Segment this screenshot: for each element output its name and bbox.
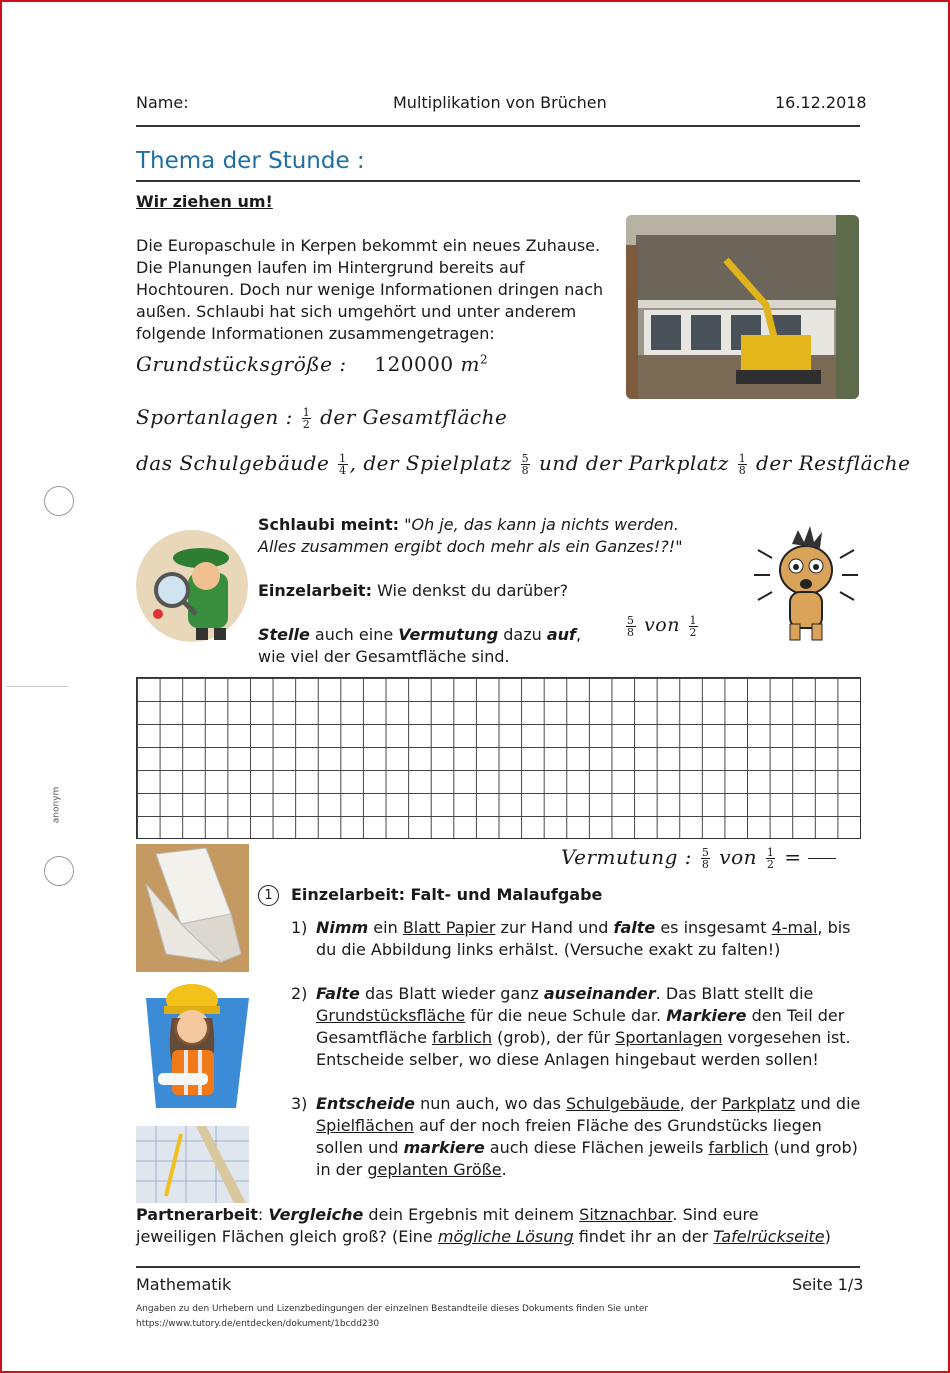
margin-label: anonym — [51, 786, 62, 824]
playground-frac-num: 5 — [521, 452, 530, 465]
partner-task: Partnerarbeit: Vergleiche dein Ergebnis mit deinem Sitznachbar. Sind eure jeweiligen Flächen gleich groß? (Eine mögliche Lösung findet ihr an der Tafelrückseite) — [136, 1205, 831, 1246]
plot-unit: m — [460, 352, 480, 376]
sport-fraction — [302, 407, 312, 430]
sport-frac-num: 1 — [302, 406, 311, 419]
step-3-text: Entscheide nun auch, wo das Schulgebäude, der Parkplatz und die Spielflächen auf der noch freien Fläche des Grundstücks liegen sollen und markiere auch diese Flächen jeweils farblich (und grob) in der geplanten Größe. — [316, 1094, 861, 1179]
expr-f1-num: 5 — [627, 613, 635, 627]
footer-credits: Angaben zu den Urhebern und Lizenzbedingungen der einzelnen Bestandteile dieses Dokuments finden Sie unter — [136, 1304, 649, 1314]
document-title: Multiplikation von Brüchen — [393, 93, 607, 112]
school-frac-num: 1 — [339, 452, 347, 465]
expr-fraction-1 — [626, 615, 636, 638]
vermutung-answer-blank[interactable] — [808, 858, 836, 859]
fact-areas — [136, 451, 910, 476]
subheading: Wir ziehen um! — [136, 192, 273, 211]
school-fraction — [338, 453, 348, 476]
sport-text: der Gesamtfläche — [320, 405, 508, 429]
intro-text: Die Europaschule in Kerpen bekommt ein neues Zuhause. Die Planungen laufen im Hintergrund bereits auf Hochtouren. Doch nur wenige Informationen dringen nach außen. Schlaubi hat sich umgehört und unter anderem folgende Informationen zusammengetragen: — [136, 236, 604, 343]
plot-value: 120000 — [374, 352, 454, 376]
worried-dog-illustration — [752, 520, 860, 644]
name-label: Name: — [136, 93, 189, 112]
schlaubi-quote: "Oh je, das kann ja nichts werden. Alles zusammen ergibt doch mehr als ein Ganzes!?!" — [258, 515, 683, 556]
vermutung-line — [561, 845, 836, 870]
fold-mark — [6, 686, 68, 687]
folded-paper-photo — [136, 844, 249, 972]
expr-von: von — [644, 614, 680, 636]
guess-instruction — [258, 624, 613, 668]
footer-subject: Mathematik — [136, 1275, 232, 1294]
expr-f2-num: 1 — [689, 613, 698, 627]
blueprint-photo — [136, 1126, 249, 1203]
punch-hole-top — [44, 486, 74, 516]
guess-expression — [624, 614, 700, 638]
footer-rule — [136, 1266, 860, 1268]
vermutung-fraction-2 — [766, 847, 776, 870]
step-2-text: Falte das Blatt wieder ganz auseinander. Das Blatt stellt die Grundstücksfläche für die neue Schule dar. Markiere den Teil der Gesamtfläche farblich (grob), der für Sportanlagen vorgesehen ist. Entscheide selber, wo diese Anlagen hingebaut werden sollen! — [316, 984, 851, 1069]
guess-text-4: dazu — [498, 625, 547, 644]
plot-exponent: 2 — [479, 352, 489, 367]
vermutung-equals: = — [784, 845, 802, 869]
parking-frac-num: 1 — [738, 452, 747, 465]
task-label: Einzelarbeit: — [258, 581, 372, 600]
task-text: Wie denkst du darüber? — [377, 581, 569, 600]
school-frac-den: 4 — [339, 464, 347, 477]
guess-text-2: auch eine — [309, 625, 399, 644]
vermutung-label: Vermutung : — [561, 845, 693, 869]
demolition-photo — [626, 215, 859, 399]
expr-f2-den: 2 — [689, 625, 698, 639]
punch-hole-bottom — [44, 856, 74, 886]
parking-frac-den: 8 — [738, 464, 747, 477]
areas-rest: der Restfläche — [756, 451, 911, 475]
fact-plot-size — [136, 352, 488, 376]
task1-number-badge: 1 — [258, 885, 279, 906]
areas-parking: und der Parkplatz — [538, 451, 729, 475]
step-2-number: 2) — [291, 984, 308, 1003]
vermutung-fraction-1 — [701, 847, 711, 870]
detective-illustration — [136, 528, 248, 644]
step-3-number: 3) — [291, 1094, 308, 1113]
schlaubi-label: Schlaubi meint: — [258, 515, 400, 534]
vermutung-von: von — [719, 845, 757, 869]
verb-auf: auf — [546, 625, 576, 644]
plot-label: Grundstücksgröße : — [136, 352, 347, 376]
vermutung-f2-num: 1 — [766, 846, 775, 859]
vermutung-f1-num: 5 — [701, 846, 710, 859]
footer-credits-url[interactable]: https://www.tutory.de/entdecken/dokument/1bcdd230 — [136, 1319, 380, 1329]
partner-label: Partnerarbeit — [136, 1205, 258, 1224]
header-rule — [136, 125, 860, 127]
sport-label: Sportanlagen : — [136, 405, 293, 429]
vermutung-f2-den: 2 — [766, 858, 775, 871]
task-prompt — [258, 580, 568, 602]
areas-school: das Schulgebäude — [136, 451, 330, 475]
section-heading: Thema der Stunde : — [136, 148, 365, 174]
verb-vermutung: Vermutung — [398, 625, 499, 644]
vermutung-f1-den: 8 — [701, 858, 710, 871]
schlaubi-quote-block — [258, 514, 708, 558]
fact-sport — [136, 405, 507, 430]
verb-stelle: Stelle — [258, 625, 310, 644]
step-1-number: 1) — [291, 918, 308, 937]
footer-page: Seite 1/3 — [792, 1275, 864, 1294]
section-rule — [136, 180, 860, 182]
guess-text-6: , wie viel der Gesamtfläche sind. — [258, 625, 582, 666]
playground-frac-den: 8 — [521, 464, 530, 477]
parking-fraction — [738, 453, 748, 476]
graph-paper-grid[interactable] — [136, 677, 861, 839]
areas-playground: , der Spielplatz — [349, 451, 512, 475]
expr-fraction-2 — [689, 615, 699, 638]
expr-f1-den: 8 — [627, 625, 635, 639]
playground-fraction — [521, 453, 531, 476]
task1-title: Einzelarbeit: Falt- und Malaufgabe — [291, 885, 603, 904]
step-1-text: Nimm ein Blatt Papier zur Hand und falte es insgesamt 4-mal, bis du die Abbildung links erhälst. (Versuche exakt zu falten!) — [316, 918, 851, 959]
sport-frac-den: 2 — [302, 418, 311, 431]
construction-worker-illustration — [136, 978, 249, 1108]
document-date: 16.12.2018 — [775, 93, 867, 112]
